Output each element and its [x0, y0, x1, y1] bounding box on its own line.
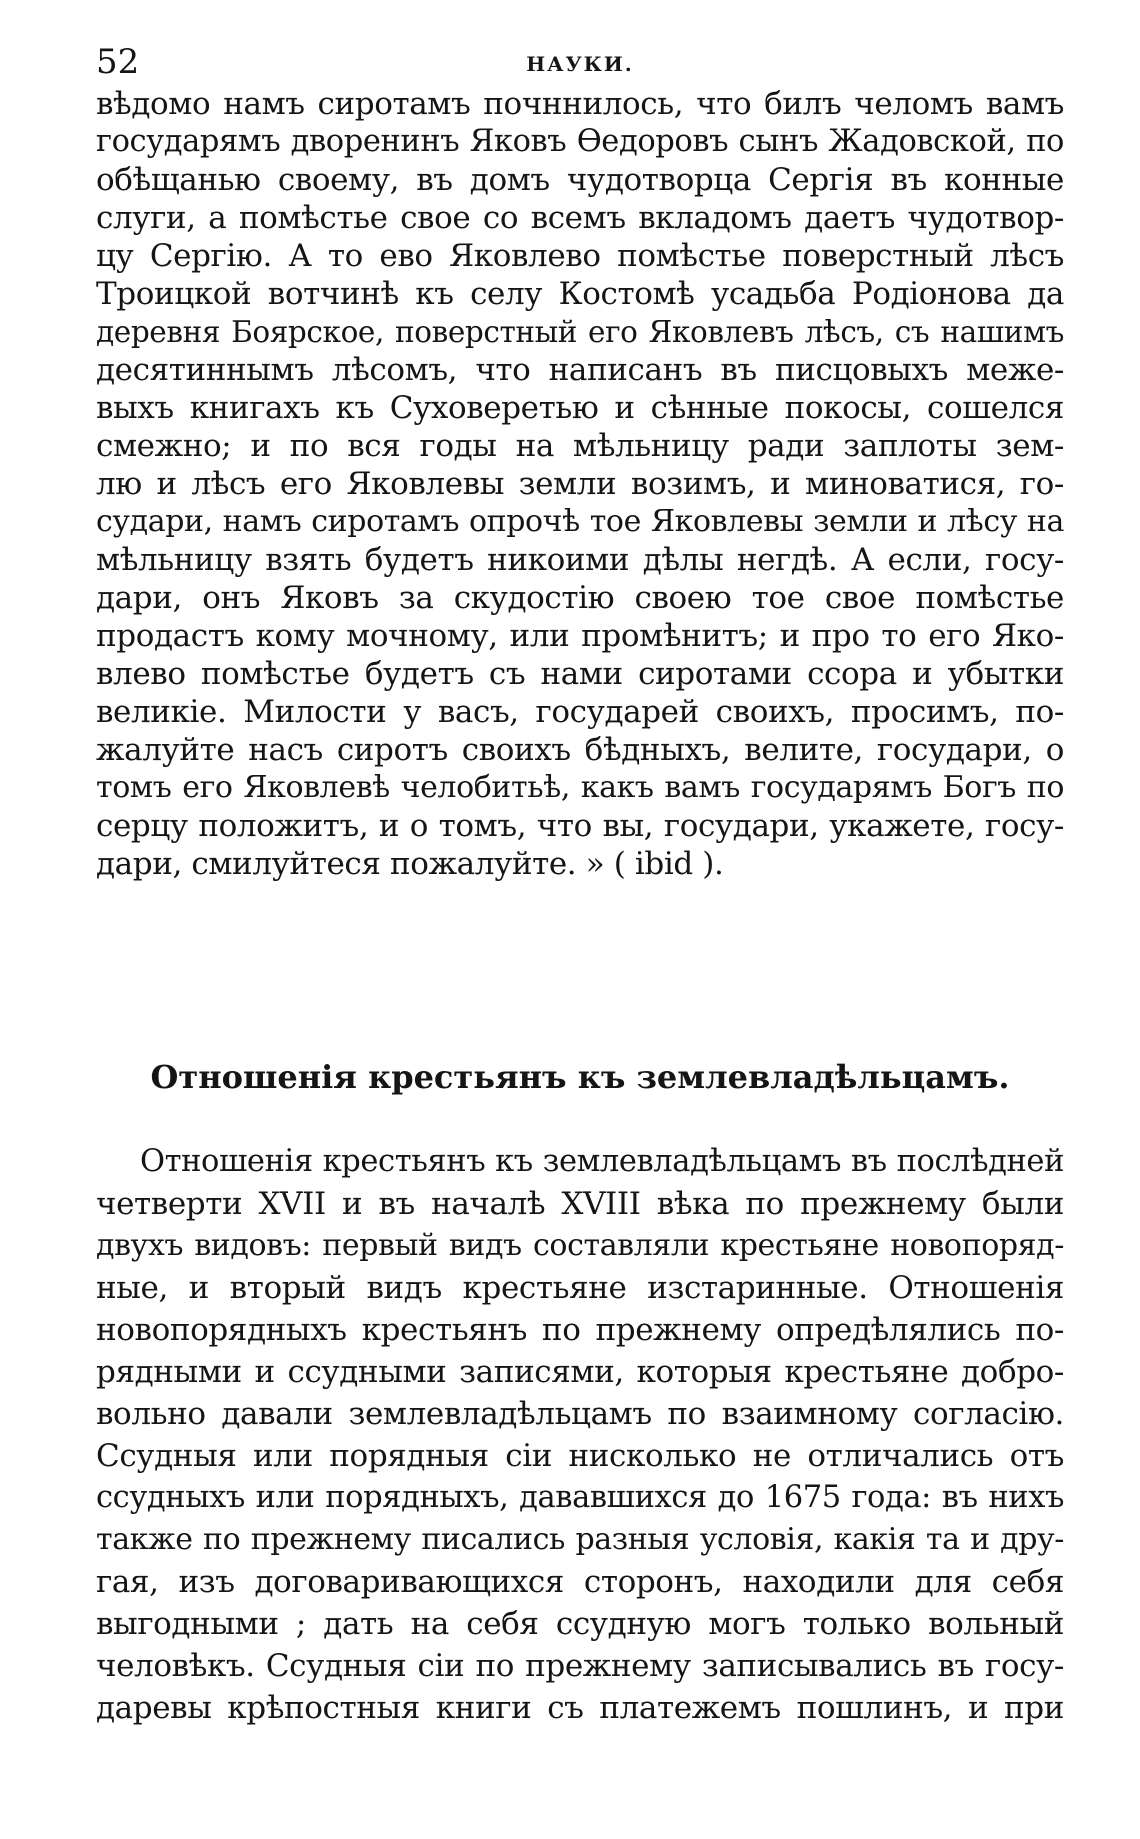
text-line: четверти XVII и въ началѣ XVIII вѣка по прежнему были: [96, 1186, 1064, 1222]
text-line: продастъ кому мочному, или промѣнитъ; и про то его Яко-: [96, 618, 1064, 654]
text-line: человѣкъ. Ссудныя сіи по прежнему записывались въ госу-: [96, 1648, 1064, 1684]
text-line: смежно; и по вся годы на мѣльницу ради заплоты зем-: [96, 428, 1064, 464]
text-line: дари, онъ Яковъ за скудостію своею тое свое помѣстье: [96, 580, 1064, 616]
text-line: мѣльницу взять будетъ никоими дѣлы негдѣ. А если, госу-: [96, 542, 1064, 578]
text-line: выхъ книгахъ къ Суховеретью и сѣнные покосы, сошелся: [96, 390, 1064, 426]
text-line: жалуйте насъ сиротъ своихъ бѣдныхъ, велите, государи, о: [96, 732, 1064, 768]
text-line: Ссудныя или порядныя сіи нисколько не отличались отъ: [96, 1438, 1064, 1474]
text-line: новопорядныхъ крестьянъ по прежнему опредѣлялись по-: [96, 1312, 1064, 1348]
text-line: влево помѣстье будетъ съ нами сиротами ссора и убытки: [96, 656, 1064, 692]
text-line: десятиннымъ лѣсомъ, что написанъ въ писцовыхъ меже-: [96, 352, 1064, 388]
text-line: лю и лѣсъ его Яковлевы земли возимъ, и миноватися, го-: [96, 466, 1064, 502]
text-line: томъ его Яковлевѣ челобитьѣ, какъ вамъ государямъ Богъ по: [96, 770, 1064, 805]
text-line: деревня Боярское, поверстный его Яковлевъ лѣсъ, съ нашимъ: [96, 315, 1064, 349]
text-line: цу Сергію. А то ево Яковлево помѣстье поверстный лѣсъ: [96, 238, 1064, 274]
text-line: судари, намъ сиротамъ опрочѣ тое Яковлевы земли и лѣсу на: [96, 504, 1064, 539]
text-line: слуги, а помѣстье свое со всемъ вкладомъ даетъ чудотвор-: [96, 200, 1064, 236]
text-line: даревы крѣпостныя книги съ платежемъ пошлинъ, и при: [96, 1690, 1064, 1726]
text-line: вѣдомо намъ сиротамъ почннилось, что билъ челомъ вамъ: [96, 86, 1064, 122]
text-line: Отношенія крестьянъ къ землевладѣльцамъ въ послѣдней: [140, 1144, 1064, 1179]
text-line: вольно давали землевладѣльцамъ по взаимному согласію.: [96, 1396, 1064, 1432]
running-title: НАУКИ.: [526, 52, 634, 76]
text-line: рядными и ссудными записями, которыя крестьяне добро-: [96, 1354, 1064, 1390]
page-number: 52: [96, 42, 140, 82]
text-line: гая, изъ договаривающихся сторонъ, находили для себя: [96, 1564, 1064, 1600]
text-line: двухъ видовъ: первый видъ составляли крестьяне новопоряд-: [96, 1228, 1064, 1263]
text-line: государямъ дворенинъ Яковъ Ѳедоровъ сынъ Жадовской, по: [96, 124, 1064, 159]
running-head: [96, 42, 1064, 82]
text-line: обѣщанью своему, въ домъ чудотворца Сергія въ конные: [96, 162, 1064, 198]
text-line: серцу положитъ, и о томъ, что вы, государи, укажете, госу-: [96, 808, 1064, 844]
text-line: ссудныхъ или порядныхъ, дававшихся до 1675 года: въ нихъ: [96, 1480, 1064, 1515]
text-line: дари, смилуйтеся пожалуйте. » ( ibid ).: [96, 846, 724, 882]
text-line: Троицкой вотчинѣ къ селу Костомѣ усадьба Родіонова да: [96, 276, 1064, 312]
text-line: ные, и вторый видъ крестьяне изстаринные. Отношенія: [96, 1270, 1064, 1306]
text-line: выгодными ; дать на себя ссудную могъ только вольный: [96, 1606, 1064, 1642]
section-heading: Отношенія крестьянъ къ землевладѣльцамъ.: [150, 1058, 1010, 1096]
text-line: также по прежнему писались разныя условія, какія та и дру-: [96, 1522, 1064, 1557]
text-line: великіе. Милости у васъ, государей своихъ, просимъ, по-: [96, 694, 1064, 730]
